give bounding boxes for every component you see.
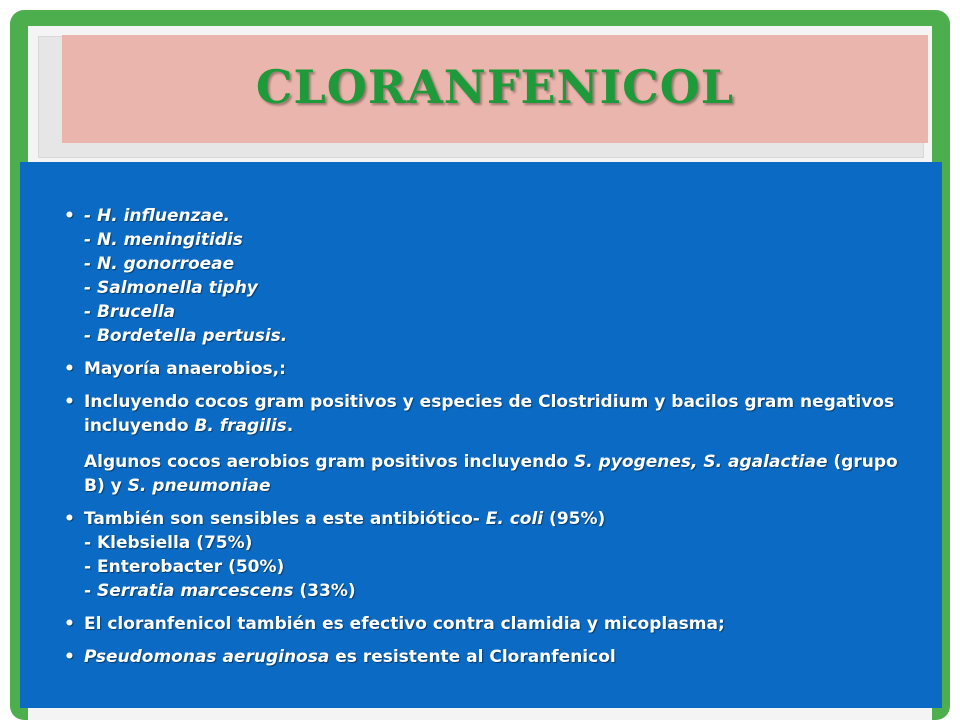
bullet-text: (95%) (543, 509, 606, 529)
bullet-line (84, 507, 914, 531)
bullet-text: - (84, 581, 97, 601)
bullet-line (84, 579, 914, 603)
bullet-text: Mayoría anaerobios,: (84, 359, 286, 379)
bullet-anaerobios (64, 357, 914, 381)
bullet-dot: • (64, 206, 75, 226)
organism-name: Serratia marcescens (96, 581, 294, 601)
bullet-text: (33%) (293, 581, 356, 601)
bullet-text: El cloranfenicol también es efectivo contra clamidia y micoplasma; (84, 614, 725, 634)
bullet-text: es resistente al Cloranfenicol (329, 647, 616, 667)
paragraph-gap (84, 438, 914, 450)
organism-line: - Salmonella tiphy (84, 278, 258, 298)
bullet-text: (grupo B) y (84, 452, 898, 496)
bullet-text: . (286, 416, 294, 436)
bullet-dot: • (64, 509, 75, 529)
bullet-clamidia (64, 612, 914, 636)
slide-title: CLORANFENICOL (255, 60, 735, 114)
organism-name: Pseudomonas aeruginosa (84, 647, 330, 667)
bullet-cocos (64, 390, 914, 498)
bullet-dot: • (64, 614, 75, 634)
bullet-text: Incluyendo cocos gram positivos y especies de Clostridium y bacilos gram negativos incluyendo (84, 392, 895, 436)
organism-name: S. pneumoniae (127, 476, 271, 496)
bullet-organisms (64, 204, 914, 348)
bullet-pseudomonas (64, 645, 914, 669)
bullet-line: - Enterobacter (50%) (84, 557, 285, 577)
organism-line: - H. influenzae. (84, 206, 230, 226)
bullet-text: También son sensibles a este antibiótico- (84, 509, 486, 529)
content-panel (20, 162, 942, 708)
organism-name: B. fragilis (194, 416, 287, 436)
bullet-dot: • (64, 392, 75, 412)
bullet-list (64, 204, 914, 678)
bullet-sensibles (64, 507, 914, 603)
organism-name: S. pyogenes, S. agalactiae (574, 452, 828, 472)
organism-line: - N. gonorroeae (84, 254, 235, 274)
organism-line: - Brucella (84, 302, 176, 322)
bullet-text: Algunos cocos aerobios gram positivos incluyendo (84, 452, 575, 472)
organism-name: E. coli (485, 509, 544, 529)
organism-line: - Bordetella pertusis. (84, 326, 288, 346)
bullet-dot: • (64, 647, 75, 667)
organism-line: - N. meningitidis (84, 230, 243, 250)
bullet-dot: • (64, 359, 75, 379)
bullet-line: - Klebsiella (75%) (84, 533, 253, 553)
